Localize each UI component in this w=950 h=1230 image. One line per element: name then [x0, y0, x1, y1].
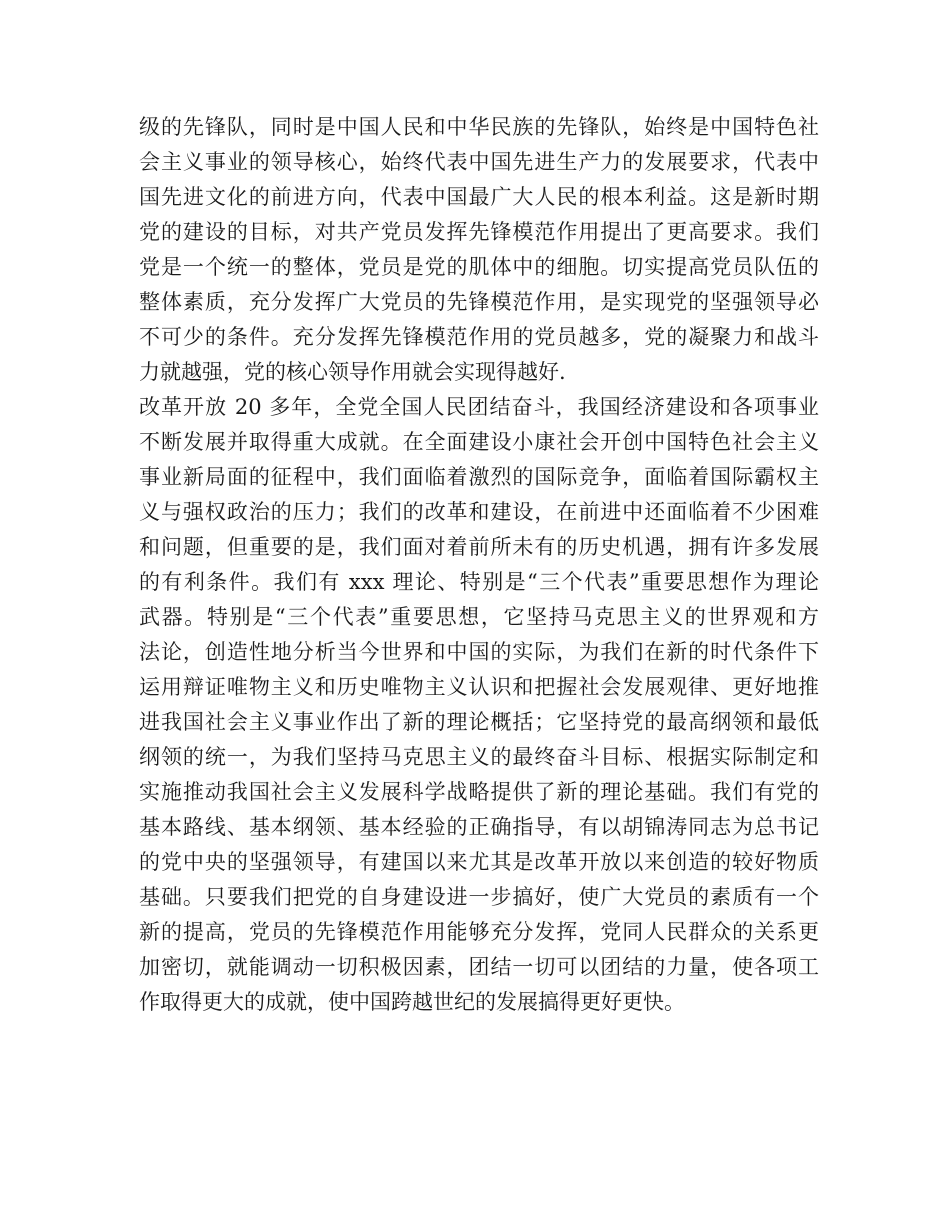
text-line: 党的建设的目标，对共产党员发挥先锋模范作用提出了更高要求。我们	[139, 220, 819, 244]
text-line: 义与强权政治的压力；我们的改革和建设，在前进中还面临着不少困难	[139, 500, 819, 524]
text-line: 法论，创造性地分析当今世界和中国的实际，为我们在新的时代条件下	[139, 640, 819, 664]
text-line: 新的提高，党员的先锋模范作用能够充分发挥，党同人民群众的关系更	[139, 920, 819, 944]
text-line: 和问题，但重要的是，我们面对着前所未有的历史机遇，拥有许多发展	[139, 535, 819, 559]
text-line: 改革开放 20 多年，全党全国人民团结奋斗，我国经济建设和各项事业	[139, 395, 819, 419]
text-line: 的有利条件。我们有 xxx 理论、特别是“三个代表”重要思想作为理论	[139, 570, 819, 594]
text-line: 不可少的条件。充分发挥先锋模范作用的党员越多，党的凝聚力和战斗	[139, 325, 819, 349]
text-line: 级的先锋队，同时是中国人民和中华民族的先锋队，始终是中国特色社	[139, 115, 819, 139]
text-line: 国先进文化的前进方向，代表中国最广大人民的根本利益。这是新时期	[139, 185, 819, 209]
text-line: 进我国社会主义事业作出了新的理论概括；它坚持党的最高纲领和最低	[139, 710, 819, 734]
text-line: 基本路线、基本纲领、基本经验的正确指导，有以胡锦涛同志为总书记	[139, 815, 819, 839]
text-line: 的党中央的坚强领导，有建国以来尤其是改革开放以来创造的较好物质	[139, 850, 819, 874]
text-line: 武器。特别是“三个代表”重要思想，它坚持马克思主义的世界观和方	[139, 605, 819, 629]
text-line: 不断发展并取得重大成就。在全面建设小康社会开创中国特色社会主义	[139, 430, 819, 454]
text-line: 力就越强，党的核心领导作用就会实现得越好.	[139, 360, 566, 384]
text-line: 纲领的统一，为我们坚持马克思主义的最终奋斗目标、根据实际制定和	[139, 745, 819, 769]
body-text	[139, 110, 819, 1020]
text-line: 党是一个统一的整体，党员是党的肌体中的细胞。切实提高党员队伍的	[139, 255, 819, 279]
text-line: 基础。只要我们把党的自身建设进一步搞好，使广大党员的素质有一个	[139, 885, 819, 909]
text-line: 实施推动我国社会主义发展科学战略提供了新的理论基础。我们有党的	[139, 780, 819, 804]
text-line: 会主义事业的领导核心，始终代表中国先进生产力的发展要求，代表中	[139, 150, 819, 174]
text-line: 加密切，就能调动一切积极因素，团结一切可以团结的力量，使各项工	[139, 955, 819, 979]
text-line: 作取得更大的成就，使中国跨越世纪的发展搞得更好更快。	[139, 990, 685, 1014]
text-line: 整体素质，充分发挥广大党员的先锋模范作用，是实现党的坚强领导必	[139, 290, 819, 314]
text-line: 事业新局面的征程中，我们面临着激烈的国际竞争，面临着国际霸权主	[139, 465, 819, 489]
text-line: 运用辩证唯物主义和历史唯物主义认识和把握社会发展观律、更好地推	[139, 675, 819, 699]
